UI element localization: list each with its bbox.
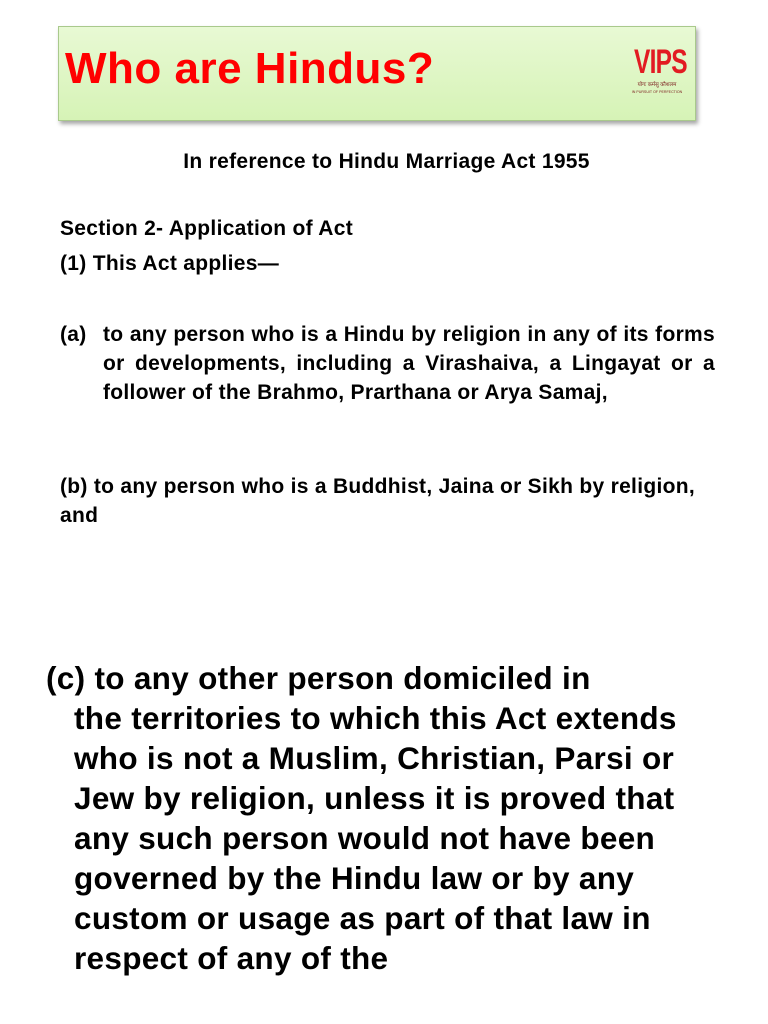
slide-subtitle: In reference to Hindu Marriage Act 1955 — [183, 150, 590, 173]
clause-a-label: (a) — [60, 323, 87, 346]
clause-1: (1) This Act applies— — [60, 252, 280, 275]
clause-a-text: to any person who is a Hindu by religion in any of its forms or developments, including a Virashaiva, a Lingayat or a follower of the Brahmo, Prarthana or Arya Samaj, — [103, 323, 715, 404]
title-banner — [58, 26, 696, 121]
slide-title: Who are Hindus? — [65, 44, 435, 93]
logo-tagline: योगः कर्मसु कौशलम — [637, 82, 677, 88]
logo-subtag: IN PURSUIT OF PERFECTION — [631, 89, 683, 94]
section-heading: Section 2- Application of Act — [60, 217, 353, 240]
clause-c-text: the territories to which this Act extends who is not a Muslim, Christian, Parsi or Jew by religion, unless it is proved that any such person would not have been governed by the Hindu law or by any custom or usage as part of that law in respect of any of the — [74, 700, 677, 976]
clause-c-first-line: (c) to any other person domiciled in — [46, 660, 591, 696]
clause-b: (b) to any person who is a Buddhist, Jaina or Sikh by religion, and — [60, 475, 695, 527]
vips-logo — [625, 43, 689, 101]
clause-a — [60, 320, 715, 407]
clause-c — [46, 658, 736, 978]
logo-wordmark: VIPS — [633, 43, 687, 81]
